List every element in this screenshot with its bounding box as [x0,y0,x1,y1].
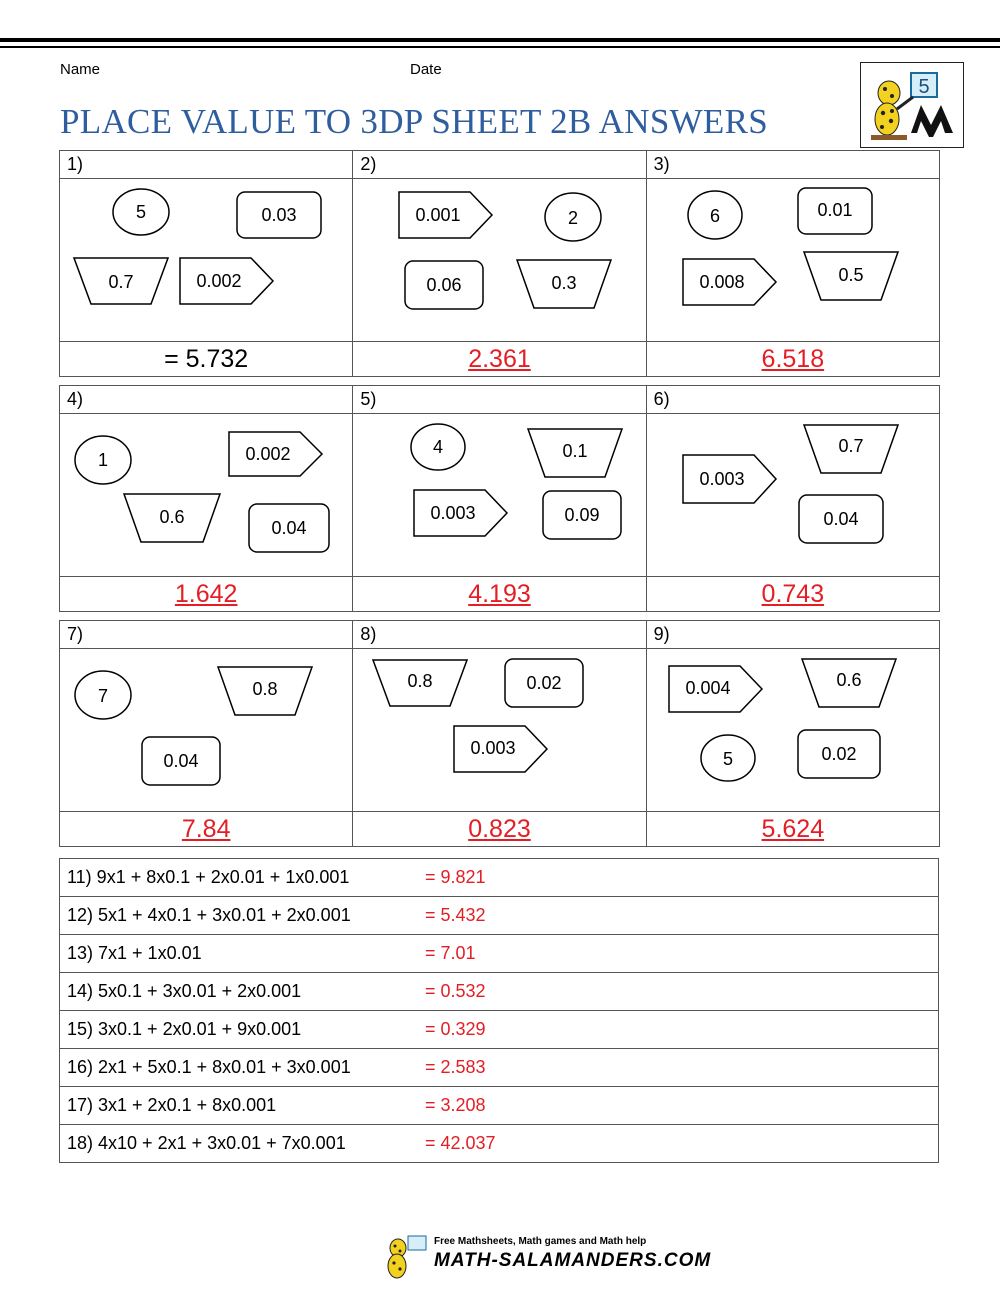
problem-number: 1) [60,151,353,179]
problem-shapes [60,649,353,812]
rounded-rect-shape [236,191,322,239]
expression: 11) 9x1 + 8x0.1 + 2x0.01 + 1x0.001 [67,867,350,887]
expression-result: = 0.329 [425,1019,486,1039]
grade-number: 5 [918,76,930,98]
problem-number: 6) [646,386,939,414]
answer: 5.624 [646,812,939,847]
answer: 1.642 [60,577,353,612]
trapezoid-shape [803,424,899,474]
problem-number: 9) [646,621,939,649]
list-item [60,973,939,1011]
pentagon-arrow-shape [228,431,324,477]
expression: 13) 7x1 + 1x0.01 [67,943,202,963]
problem-grid-row-1 [59,150,940,377]
circle-shape [73,434,133,486]
footer-logo[interactable] [382,1232,712,1282]
circle-shape [73,669,133,721]
expression: 14) 5x0.1 + 3x0.01 + 2x0.001 [67,981,302,1001]
pentagon-arrow-shape [682,258,778,306]
svg-text:0.3: 0.3 [551,273,577,293]
svg-text:5: 5 [135,202,147,222]
expression-result: = 0.532 [425,981,486,1001]
date-label: Date [410,61,442,78]
expression: 17) 3x1 + 2x0.1 + 8x0.001 [67,1095,277,1115]
problem-number: 2) [353,151,646,179]
answer: 0.823 [353,812,646,847]
expression-result: = 2.583 [425,1057,486,1077]
expression-result: = 7.01 [425,943,476,963]
top-rule-thick [0,38,1000,42]
problem-shapes [646,649,939,812]
rounded-rect-shape [797,729,881,779]
problem-shapes [646,179,939,342]
answer: 4.193 [353,577,646,612]
svg-text:5: 5 [722,749,733,769]
svg-text:0.04: 0.04 [823,509,859,529]
rounded-rect-shape [542,490,622,540]
svg-text:0.09: 0.09 [564,505,600,525]
circle-shape [699,733,757,783]
problem-number: 8) [353,621,646,649]
page-title: PLACE VALUE TO 3DP SHEET 2B ANSWERS [60,102,769,141]
problem-shapes [353,179,646,342]
svg-text:0.002: 0.002 [196,271,242,291]
pentagon-arrow-shape [413,489,509,537]
salamander-footer-icon [382,1232,432,1282]
trapezoid-shape [123,493,221,543]
expression: 18) 4x10 + 2x1 + 3x0.01 + 7x0.001 [67,1133,346,1153]
trapezoid-shape [527,428,623,478]
trapezoid-shape [516,259,612,309]
problem-shapes [60,179,353,342]
problem-grid-row-2 [59,385,940,612]
list-item [60,935,939,973]
expression-result: = 3.208 [425,1095,486,1115]
problem-number: 4) [60,386,353,414]
problem-number: 3) [646,151,939,179]
answer: 0.743 [646,577,939,612]
svg-text:0.6: 0.6 [159,507,185,527]
answer: 7.84 [60,812,353,847]
svg-text:0.8: 0.8 [407,671,433,691]
rounded-rect-shape [141,736,221,786]
trapezoid-shape [73,257,169,305]
salamander-logo-icon [861,63,963,147]
svg-text:0.04: 0.04 [271,518,307,538]
rounded-rect-shape [504,658,584,708]
list-item [60,1049,939,1087]
trapezoid-shape [801,658,897,708]
problem-shapes [60,414,353,577]
name-label: Name [60,61,101,78]
circle-shape [111,187,171,237]
circle-shape [409,422,467,472]
expression-result: = 9.821 [425,867,486,887]
list-item [60,897,939,935]
svg-text:2: 2 [568,208,579,228]
svg-text:0.03: 0.03 [261,205,297,225]
list-item [60,1125,939,1163]
problem-shapes [353,414,646,577]
grade-logo [860,62,964,148]
svg-text:0.001: 0.001 [415,205,461,225]
rounded-rect-shape [797,187,873,235]
svg-text:0.02: 0.02 [821,744,857,764]
expression: 16) 2x1 + 5x0.1 + 8x0.01 + 3x0.001 [67,1057,351,1077]
svg-text:0.06: 0.06 [426,275,462,295]
trapezoid-shape [217,666,313,716]
svg-text:0.003: 0.003 [699,469,745,489]
pentagon-arrow-shape [179,257,275,305]
svg-text:0.04: 0.04 [163,751,199,771]
list-item [60,1011,939,1049]
pentagon-arrow-shape [453,725,549,773]
circle-shape [686,189,744,241]
rounded-rect-shape [248,503,330,553]
svg-text:0.003: 0.003 [430,503,476,523]
pentagon-arrow-shape [668,665,764,713]
svg-text:0.1: 0.1 [562,441,588,461]
svg-text:0.6: 0.6 [836,670,862,690]
trapezoid-shape [372,659,468,707]
svg-text:0.8: 0.8 [252,679,278,699]
pentagon-arrow-shape [398,191,494,239]
trapezoid-shape [803,251,899,301]
problem-number: 5) [353,386,646,414]
circle-shape [543,191,603,243]
problem-shapes [353,649,646,812]
svg-text:4: 4 [433,437,444,457]
expression-result: = 5.432 [425,905,486,925]
svg-text:7: 7 [97,686,109,706]
answer: 6.518 [646,342,939,377]
svg-text:0.02: 0.02 [526,673,562,693]
list-item [60,859,939,897]
svg-text:6: 6 [709,206,720,226]
expression-list [59,858,939,1163]
rounded-rect-shape [798,494,884,544]
svg-text:0.5: 0.5 [838,265,864,285]
expression-result: = 42.037 [425,1133,496,1153]
answer: = 5.732 [60,342,353,377]
svg-text:0.002: 0.002 [245,444,291,464]
svg-text:0.01: 0.01 [817,200,853,220]
rounded-rect-shape [404,260,484,310]
svg-text:1: 1 [97,450,109,470]
footer-site[interactable]: MATH-SALAMANDERS.COM [434,1250,712,1271]
problem-number: 7) [60,621,353,649]
list-item [60,1087,939,1125]
svg-text:0.004: 0.004 [685,678,731,698]
expression: 12) 5x1 + 4x0.1 + 3x0.01 + 2x0.001 [67,905,351,925]
top-rule-thin [0,46,1000,48]
pentagon-arrow-shape [682,454,778,504]
problem-grid-row-3 [59,620,940,847]
svg-text:0.7: 0.7 [838,436,864,456]
problem-shapes [646,414,939,577]
expression: 15) 3x0.1 + 2x0.01 + 9x0.001 [67,1019,302,1039]
svg-text:0.7: 0.7 [108,272,134,292]
svg-text:0.008: 0.008 [699,272,745,292]
svg-text:0.003: 0.003 [470,738,516,758]
footer-tagline: Free Mathsheets, Math games and Math help [434,1236,647,1247]
answer: 2.361 [353,342,646,377]
